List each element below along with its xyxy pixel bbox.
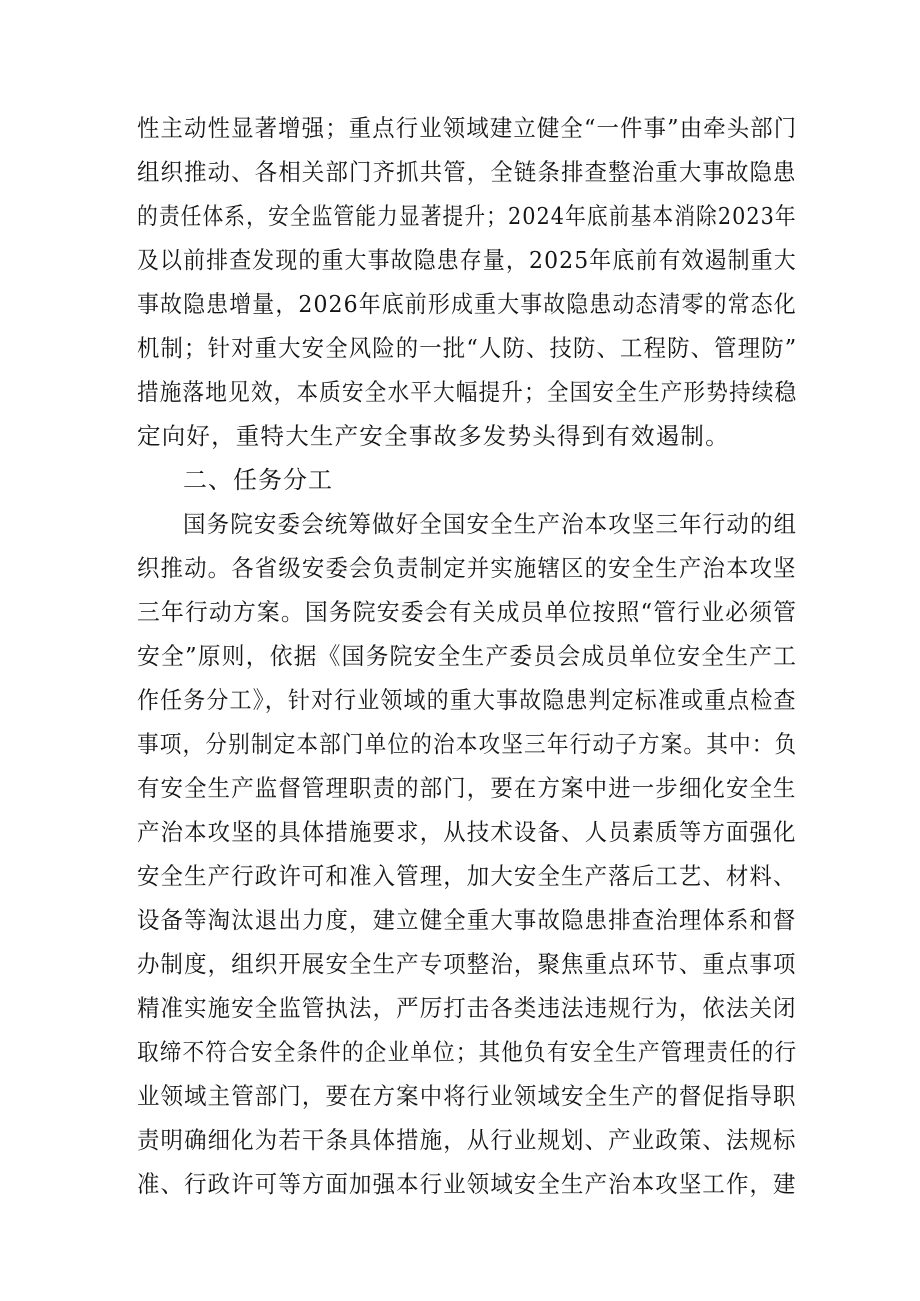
text-line: 的责任体系，安全监管能力显著提升；2024年底前基本消除2023年	[137, 202, 797, 230]
text-line: 国务院安委会统筹做好全国安全生产治本攻坚三年行动的组	[183, 510, 798, 538]
text-line: 精准实施安全监管执法，严厉打击各类违法违规行为，依法关闭	[137, 994, 797, 1022]
text-line: 有安全生产监督管理职责的部门，要在方案中进一步细化安全生	[137, 774, 797, 802]
text-line: 定向好，重特大生产安全事故多发势头得到有效遏制。	[137, 422, 730, 450]
text-line: 性主动性显著增强；重点行业领域建立健全“一件事”由牵头部门	[137, 114, 798, 142]
text-line: 准、行政许可等方面加强本行业领域安全生产治本攻坚工作，建	[137, 1170, 797, 1198]
section-heading: 二、任务分工	[183, 466, 333, 494]
text-line: 业领域主管部门，要在方案中将行业领域安全生产的督促指导职	[137, 1082, 797, 1110]
text-line: 办制度，组织开展安全生产专项整治，聚焦重点环节、重点事项	[137, 950, 797, 978]
text-line: 织推动。各省级安委会负责制定并实施辖区的安全生产治本攻坚	[137, 554, 797, 582]
text-line: 产治本攻坚的具体措施要求，从技术设备、人员素质等方面强化	[137, 818, 797, 846]
text-line: 设备等淘汰退出力度，建立健全重大事故隐患排查治理体系和督	[137, 906, 797, 934]
text-line: 及以前排查发现的重大事故隐患存量，2025年底前有效遏制重大	[137, 246, 797, 274]
text-line: 事故隐患增量，2026年底前形成重大事故隐患动态清零的常态化	[137, 290, 797, 318]
text-line: 作任务分工》，针对行业领域的重大事故隐患判定标准或重点检查	[137, 686, 797, 714]
text-line: 事项，分别制定本部门单位的治本攻坚三年行动子方案。其中：负	[137, 730, 798, 758]
text-line: 责明确细化为若干条具体措施，从行业规划、产业政策、法规标	[137, 1126, 797, 1154]
text-line: 措施落地见效，本质安全水平大幅提升；全国安全生产形势持续稳	[137, 378, 798, 406]
text-line: 安全生产行政许可和准入管理，加大安全生产落后工艺、材料、	[137, 862, 797, 890]
text-line: 安全”原则，依据《国务院安全生产委员会成员单位安全生产工	[137, 642, 798, 670]
text-line: 组织推动、各相关部门齐抓共管，全链条排查整治重大事故隐患	[137, 158, 797, 186]
text-line: 三年行动方案。国务院安委会有关成员单位按照“管行业必须管	[137, 598, 798, 626]
text-line: 取缔不符合安全条件的企业单位；其他负有安全生产管理责任的行	[137, 1038, 798, 1066]
text-line: 机制；针对重大安全风险的一批“人防、技防、工程防、管理防”	[137, 334, 798, 362]
